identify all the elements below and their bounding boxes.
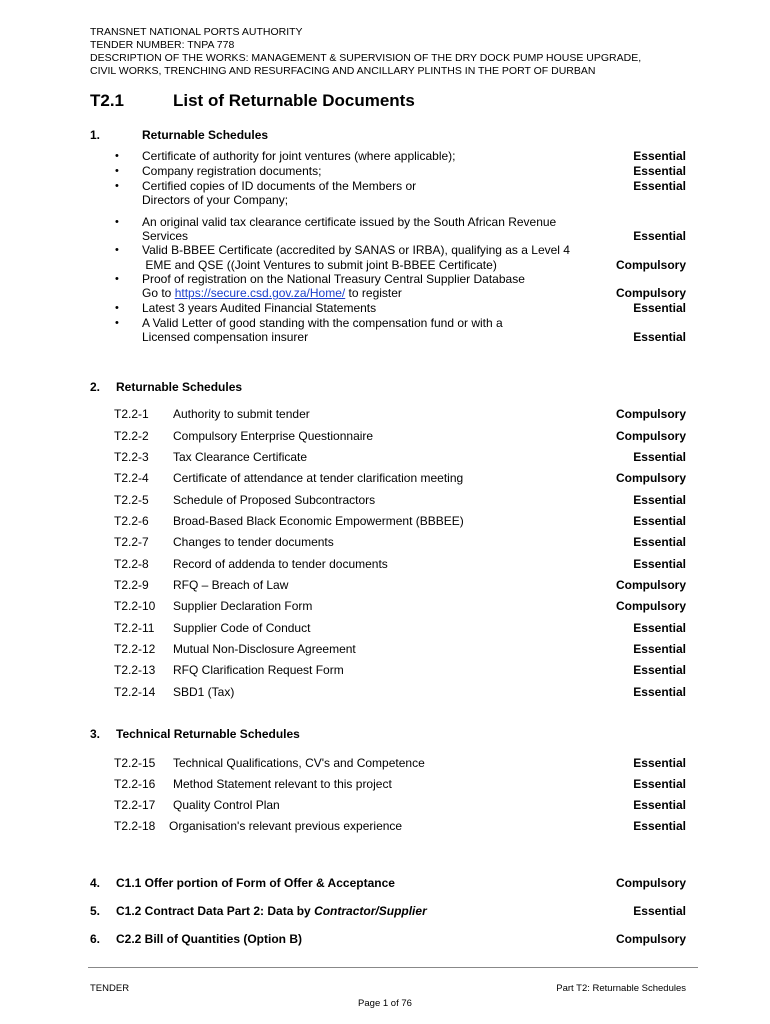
row-name: RFQ Clarification Request Form (173, 663, 344, 677)
section-4-number: 4. (90, 876, 101, 890)
row-name: Technical Qualifications, CV's and Competence (173, 756, 425, 770)
row-name: SBD1 (Tax) (173, 685, 235, 699)
row-name: Schedule of Proposed Subcontractors (173, 493, 376, 507)
footer-left: TENDER (90, 983, 130, 994)
row-name: Compulsory Enterprise Questionnaire (173, 429, 374, 443)
row-code: T2.2-3 (114, 450, 149, 464)
status-badge: Essential (633, 798, 686, 812)
list-item: A Valid Letter of good standing with the compensation fund or with a (142, 316, 503, 330)
page-title: List of Returnable Documents (173, 91, 415, 110)
row-code: T2.2-17 (114, 798, 156, 812)
status-badge: Compulsory (615, 932, 686, 946)
row-code: T2.2-18 (114, 819, 156, 833)
status-badge: Compulsory (615, 471, 686, 485)
row-name: RFQ – Breach of Law (173, 578, 289, 592)
row-name: Record of addenda to tender documents (173, 557, 388, 571)
section-3-number: 3. (90, 727, 101, 741)
section-4-heading: C1.1 Offer portion of Form of Offer & Acceptance (116, 876, 395, 890)
status-badge: Compulsory (615, 429, 686, 443)
header-line-1: TRANSNET NATIONAL PORTS AUTHORITY (90, 26, 303, 38)
row-code: T2.2-13 (114, 663, 156, 677)
bullet-icon: • (115, 216, 119, 228)
bullet-icon: • (115, 150, 119, 162)
status-badge: Essential (633, 179, 686, 193)
row-code: T2.2-11 (114, 621, 155, 635)
section-5-number: 5. (90, 904, 101, 918)
row-code: T2.2-16 (114, 777, 156, 791)
status-badge: Essential (633, 819, 686, 833)
row-code: T2.2-15 (114, 756, 156, 770)
status-badge: Essential (633, 229, 686, 243)
section-6-number: 6. (90, 932, 101, 946)
row-name: Method Statement relevant to this project (173, 777, 392, 791)
bullet-icon: • (115, 302, 119, 314)
status-badge: Essential (633, 621, 686, 635)
section-5-heading (116, 904, 427, 918)
row-name: Supplier Code of Conduct (173, 621, 311, 635)
row-name: Broad-Based Black Economic Empowerment (BBBEE) (173, 514, 464, 528)
status-badge: Compulsory (615, 578, 686, 592)
status-badge: Essential (633, 642, 686, 656)
csd-instruction-suffix: to register (345, 286, 402, 300)
section-2-heading: Returnable Schedules (116, 380, 243, 394)
row-code: T2.2-14 (114, 685, 156, 699)
row-name: Supplier Declaration Form (173, 599, 313, 613)
section-3-heading: Technical Returnable Schedules (116, 727, 300, 741)
row-code: T2.2-8 (114, 557, 149, 571)
list-item-continuation (142, 286, 402, 300)
list-item: Certificate of authority for joint ventures (where applicable); (142, 149, 456, 163)
status-badge: Essential (633, 663, 686, 677)
header-line-3: DESCRIPTION OF THE WORKS: MANAGEMENT & SUPERVISION OF THE DRY DOCK PUMP HOUSE UPGRADE, (90, 52, 642, 64)
row-code: T2.2-1 (114, 407, 149, 421)
status-badge: Essential (633, 557, 686, 571)
row-name: Authority to submit tender (173, 407, 310, 421)
status-badge: Essential (633, 450, 686, 464)
section-5-heading-italic: Contractor/Supplier (314, 904, 427, 918)
section-1-number: 1. (90, 128, 101, 142)
status-badge: Essential (633, 685, 686, 699)
list-item-continuation: Services (142, 229, 189, 243)
list-item: Proof of registration on the National Treasury Central Supplier Database (142, 272, 525, 286)
list-item: Certified copies of ID documents of the Members or (142, 179, 417, 193)
header-line-2: TENDER NUMBER: TNPA 778 (90, 39, 235, 51)
csd-link[interactable]: https://secure.csd.gov.za/Home/ (174, 286, 346, 300)
status-badge: Essential (633, 330, 686, 344)
list-item-continuation: Licensed compensation insurer (142, 330, 309, 344)
page-number: Page 1 of 76 (358, 998, 412, 1009)
row-name: Tax Clearance Certificate (173, 450, 308, 464)
row-code: T2.2-9 (114, 578, 149, 592)
footer-divider (88, 967, 698, 968)
row-code: T2.2-12 (114, 642, 156, 656)
list-item: Latest 3 years Audited Financial Statements (142, 301, 377, 315)
section-6-heading: C2.2 Bill of Quantities (Option B) (116, 932, 302, 946)
list-item: An original valid tax clearance certificate issued by the South African Revenue (142, 215, 557, 229)
row-code: T2.2-4 (114, 471, 149, 485)
header-line-4: CIVIL WORKS, TRENCHING AND RESURFACING AND ANCILLARY PLINTHS IN THE PORT OF DURBAN (90, 65, 596, 77)
status-badge: Compulsory (615, 876, 686, 890)
list-item-continuation: Directors of your Company; (142, 193, 289, 207)
status-badge: Essential (633, 301, 686, 315)
section-2-number: 2. (90, 380, 101, 394)
row-code: T2.2-2 (114, 429, 149, 443)
status-badge: Essential (633, 164, 686, 178)
bullet-icon: • (115, 317, 119, 329)
list-item-continuation: EME and QSE ((Joint Ventures to submit joint B-BBEE Certificate) (142, 258, 497, 272)
row-name: Mutual Non-Disclosure Agreement (173, 642, 356, 656)
status-badge: Compulsory (615, 258, 686, 272)
status-badge: Essential (633, 756, 686, 770)
status-badge: Essential (633, 149, 686, 163)
bullet-icon: • (115, 244, 119, 256)
csd-instruction-prefix: Go to (142, 286, 175, 300)
row-code: T2.2-7 (114, 535, 149, 549)
status-badge: Compulsory (615, 407, 686, 421)
list-item: Company registration documents; (142, 164, 322, 178)
status-badge: Essential (633, 514, 686, 528)
bullet-icon: • (115, 165, 119, 177)
footer-right: Part T2: Returnable Schedules (556, 983, 686, 994)
bullet-icon: • (115, 273, 119, 285)
row-name: Changes to tender documents (173, 535, 334, 549)
status-badge: Compulsory (615, 599, 686, 613)
row-code: T2.2-6 (114, 514, 149, 528)
row-code: T2.2-5 (114, 493, 149, 507)
row-code: T2.2-10 (114, 599, 156, 613)
status-badge: Compulsory (615, 286, 686, 300)
section-1-heading: Returnable Schedules (142, 128, 269, 142)
section-5-heading-text: C1.2 Contract Data Part 2: Data by (116, 904, 315, 918)
status-badge: Essential (633, 904, 686, 918)
list-item: Valid B-BBEE Certificate (accredited by SANAS or IRBA), qualifying as a Level 4 (142, 243, 570, 257)
row-name: Organisation's relevant previous experience (169, 819, 403, 833)
row-name: Certificate of attendance at tender clarification meeting (173, 471, 464, 485)
status-badge: Essential (633, 777, 686, 791)
title-number: T2.1 (90, 91, 125, 110)
row-name: Quality Control Plan (173, 798, 280, 812)
status-badge: Essential (633, 535, 686, 549)
bullet-icon: • (115, 180, 119, 192)
status-badge: Essential (633, 493, 686, 507)
